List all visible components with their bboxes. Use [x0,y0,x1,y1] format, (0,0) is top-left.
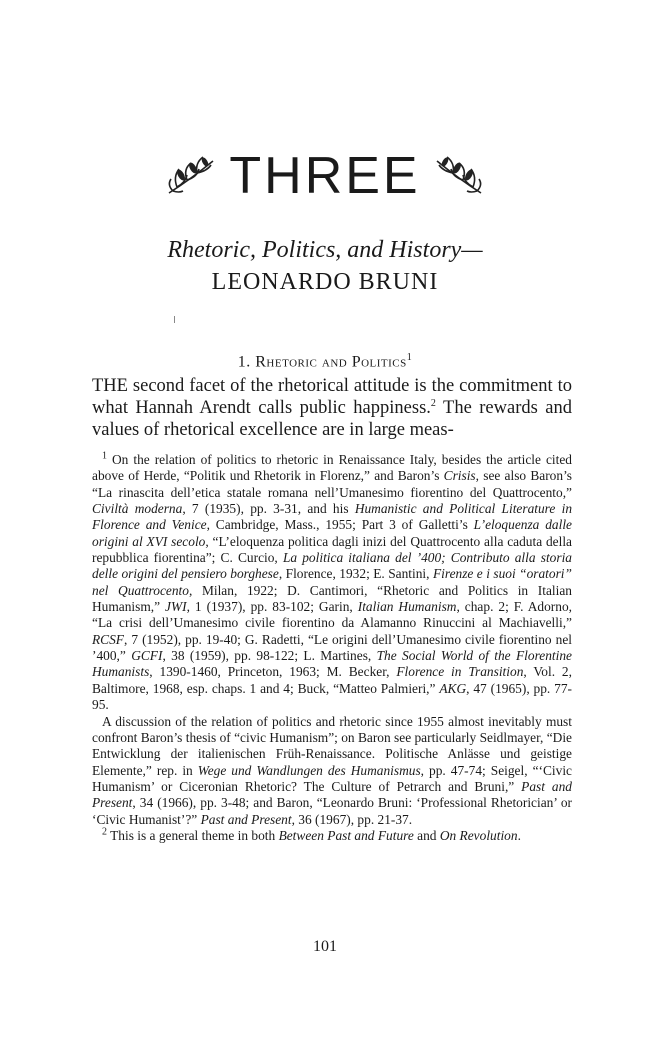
fn-title: GCFI [131,648,163,664]
fn-text: , pp. 47-74; Seigel, “‘Civic Humanism’ or Ciceronian Rhetoric? The Culture of Petrarch and Bruni,” [92,762,572,794]
footnote-1-continued [92,714,572,828]
body-text-cont: The rewards and values of rhetorical excellence are in large meas- [92,398,572,440]
fn-text: . [517,827,521,843]
fn-title: La politica italiana del ’400; Contributo alla storia delle origini del pensiero borghese [92,550,572,582]
fn-title: Florence in Transition [396,664,524,680]
fn-text: , 36 (1967), pp. 21-37. [291,811,413,827]
fn-text: , chap. 2; F. Adorno, “La crisi dell’Umanesimo civile fiorentino da Alamanno Rinuccini al Machiavelli,” [92,599,572,631]
fn-title: AKG [439,680,467,696]
footnotes [92,452,572,844]
fn-text: On the relation of politics to rhetoric in Renaissance Italy, besides the article cited above of Herde, “Politik und Rhetorik in Florenz,” and Baron’s [92,452,572,484]
page-number: 101 [313,938,337,955]
leaf-sprig-ornament-left-icon [163,153,219,199]
fn-title: L’eloquenza dalle origini al XVI secolo [92,517,572,549]
fn-title: The Social World of the Florentine Humanists [92,648,573,680]
fn-title: RCSF [92,631,124,647]
chapter-author: LEONARDO BRUNI [211,269,439,295]
fn-title: Past and Present [92,778,572,811]
fn-text: This is a general theme in both [107,827,279,843]
fn-title: Past and Present [200,811,292,827]
body-paragraph [92,375,572,441]
footnote-marker: 1 [102,450,107,462]
footnote-2 [92,828,572,844]
fn-text: A discussion of the relation of politics and rhetoric since 1955 almost inevitably must confront Baron’s thesis of “civic Humanism”; on Baron see particularly Seidlmayer, “Die Entwicklung der italienischen Früh-Renaissance. Politische Anlässe und geistige Elemente,” rep. in [92,713,572,778]
fn-text: , 38 (1959), pp. 98-122; L. Martines, [162,648,377,664]
fn-title: JWI [165,599,187,615]
fn-title: Italian Humanism [357,599,457,615]
fn-text: , 7 (1935), pp. 3-31, and his [182,501,355,517]
fn-text: , 1 (1937), pp. 83-102; Garin, [186,599,358,615]
leaf-sprig-ornament-right-icon [431,153,487,199]
fn-title: Civiltà moderna [92,501,183,517]
stray-mark [174,316,175,323]
fn-title: On Revolution [439,827,518,843]
chapter-heading [0,147,650,205]
footnote-ref: 1 [406,352,413,363]
footnote-marker: 2 [102,826,107,838]
fn-title: Humanistic and Political Literature in Florence and Venice [92,501,573,533]
fn-text: , 34 (1966), pp. 3-48; and Baron, “Leonardo Bruni: ‘Professional Rhetorician’ or ‘Civic Humanist’?” [92,795,572,827]
footnote-ref: 2 [430,397,436,409]
section-heading [0,352,650,371]
fn-title: Wege und Wandlungen des Humanismus [197,762,421,778]
fn-text: , Milan, 1922; D. Cantimori, “Rhetoric and Politics in Italian Humanism,” [92,582,572,615]
fn-title: Between Past and Future [278,827,414,843]
fn-title: Firenze e i suoi “oratori” nel Quattrocento [92,566,572,598]
fn-text: , see also Baron’s “La rinascita dell’etica statale romana nell’Umanesimo fiorentino del Quattrocento,” [92,468,572,500]
section-title: 1. Rhetoric and Politics [237,353,407,371]
fn-text: , 1390-1460, Princeton, 1963; M. Becker, [149,664,397,680]
fn-text: , “L’eloquenza politica dagli inizi del Quattrocento alla caduta della repubblica fiorentina”; C. Curcio, [92,533,572,566]
chapter-number: THREE [229,147,421,205]
fn-text: , Vol. 2, Baltimore, 1968, esp. chaps. 1 and 4; Buck, “Matteo Palmieri,” [92,664,572,696]
fn-text: , 7 (1952), pp. 19-40; G. Radetti, “Le origini dell’Umanesimo civile fiorentino nel ’400,” [92,631,572,664]
fn-text: , Cambridge, Mass., 1955; Part 3 of Galletti’s [206,517,474,533]
fn-text: , Florence, 1932; E. Santini, [278,566,433,582]
fn-title: Crisis [443,468,476,484]
body-text: THE second facet of the rhetorical attitude is the commitment to what Hannah Arendt calls public happiness. [92,376,572,418]
fn-text: , 47 (1965), pp. 77-95. [92,680,572,713]
fn-text: and [413,827,440,843]
footnote-1 [92,452,572,714]
chapter-subtitle: Rhetoric, Politics, and History— [167,237,483,263]
